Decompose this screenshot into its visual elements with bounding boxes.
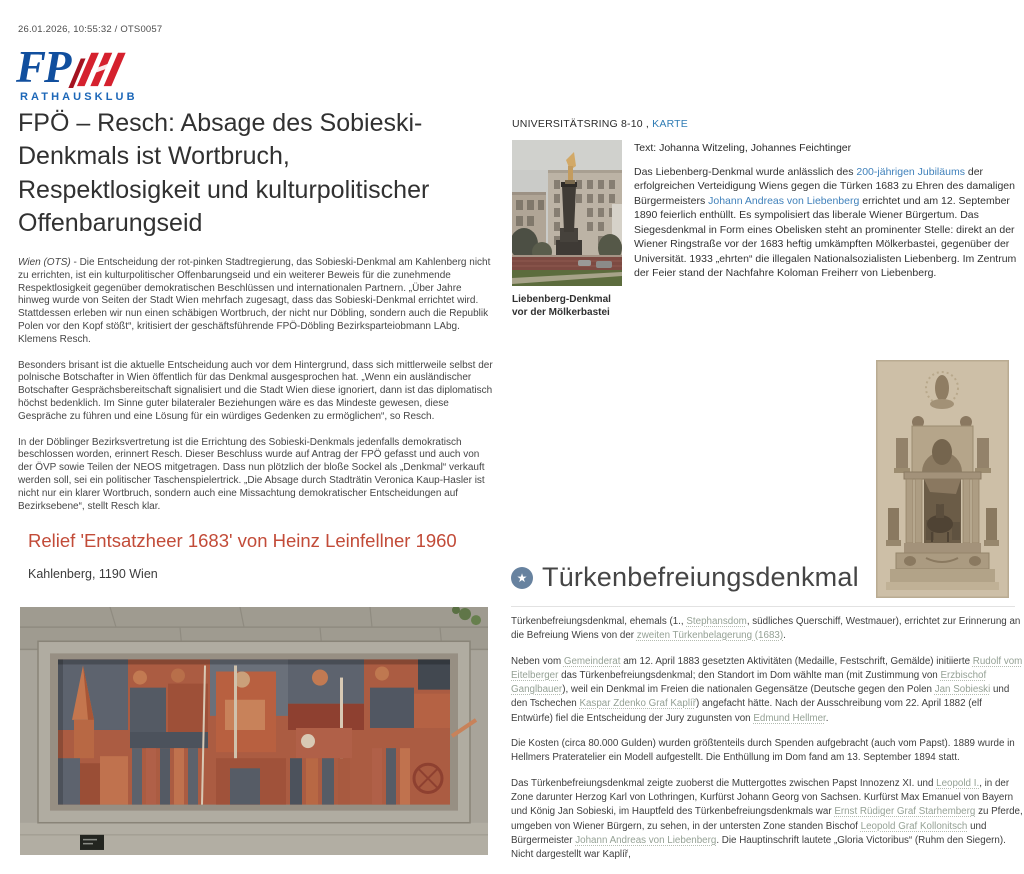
text-segment: zu Pferde, umgeben von Wiener Bürgern, zu sehen, in der untersten Zone standen Bischof — [511, 806, 1023, 832]
tuerken-title: Türkenbefreiungsdenkmal — [542, 562, 859, 592]
liebenberg-text — [634, 142, 1022, 281]
fpo-logo-text: FP — [16, 42, 70, 92]
text-segment: Neben vom — [511, 655, 564, 667]
press-release-headline: FPÖ – Resch: Absage des Sobieski-Denkmals ist Wortbruch, Respektlosigkeit und kulturpolitischer Offenbarungseid — [18, 109, 430, 237]
inline-link[interactable]: Gemeinderat — [563, 655, 621, 667]
text-segment: Türkenbefreiungsdenkmal, ehemals (1., — [511, 616, 687, 627]
text-segment: am 12. April 1883 gesetzten Aktivitäten (Medaille, Festschrift, Gemälde) initiierte — [620, 655, 973, 667]
fpo-logo[interactable] — [16, 42, 138, 103]
text-segment: das Türkenbefreiungsdenkmal; den Standort im Dom wählte man (mit Zustimmung von — [558, 669, 941, 681]
text-segment: . — [825, 712, 829, 724]
inline-link[interactable]: Rudolf vom Eitelberger — [511, 655, 1023, 681]
address-text: UNIVERSITÄTSRING 8-10 , — [512, 118, 650, 130]
inline-link[interactable]: Leopold Graf Kollonitsch — [860, 820, 968, 832]
inline-link[interactable]: Ernst Rüdiger Graf Starhemberg — [834, 806, 976, 818]
text-segment: und den Tschechen — [511, 684, 1010, 710]
liebenberg-photo[interactable] — [512, 140, 622, 286]
tuerken-paragraph — [511, 655, 1024, 726]
text-credit: Text: Johanna Witzeling, Johannes Feichtinger — [634, 142, 852, 154]
press-release-paragraph — [18, 257, 496, 347]
inline-link[interactable]: Erzbischof Ganglbauer — [511, 669, 987, 696]
press-release-paragraph — [18, 437, 496, 514]
caption-line: vor der Mölkerbastei — [512, 307, 610, 319]
tuerken-paragraph — [511, 737, 1024, 766]
text-segment: ), weil ein Denkmal im Freien die nationalen Gegensätze (Deutsche gegen den Polen — [562, 684, 935, 696]
address-line — [512, 118, 688, 130]
text-segment: . — [783, 630, 786, 642]
text-segment: errichtet und am 12. September 1890 feierlich enthüllt. Es sympolisiert das liberale Wiener Bürgertum. Das Siegesdenkmal in Form eines Obelisken steht an prominenter Stelle: direkt an der Wiener Ringstraße vor der 1683 heftig umkämpften Mölkerbastei, gegenüber der Universität. 1933 „ehrten“ die illegalen Nationalsozialisten Liebenberg. Im Zentrum der Feier stand der Nachfahre Koloman Freiherr von Liebenberg. — [634, 194, 1017, 280]
text-segment: Besonders brisant ist die aktuelle Entscheidung auch vor dem Hintergrund, dass sich mittlerweile selbst der polnische Botschafter in Wien öffentlich für das Denkmal ausgesprochen hat. „Wenn ein ausländischer Botschafter Gesprächsbereitschaft signalisiert und die Stadt Wien diese ignoriert, dann ist das diplomatisch höchst bedenklich. Im Sinne guter bilateraler Beziehungen wäre es das Mindeste gewesen, diese Gespräche zu führen und eine Lösung für ein würdiges Gedenken zu ermöglichen“, so Resch. — [18, 359, 493, 422]
liebenberg-photo-caption — [512, 293, 611, 319]
liebenberg-paragraph — [634, 165, 1022, 281]
divider — [511, 606, 1015, 607]
inline-link[interactable]: Leopold I. — [936, 777, 980, 789]
text-segment: Die Kosten (circa 80.000 Gulden) wurden größtenteils durch Spenden aufgebracht (auch vom Papst). 1889 wurde in Hellmers Prateratelier ein Modell aufgestellt. Die Enthüllung im Dom fand am 13. September 1894 statt. — [511, 738, 1015, 764]
text-segment: - Die Entscheidung der rot-pinken Stadtregierung, das Sobieski-Denkmal am Kahlenberg nicht zu errichten, ist ein kulturpolitischer Offenbarungseid und ein weiterer Beweis für die zunehmende Respektlosigkeit gegenüber demokratischen Beschlüssen und internationalen Partnern. „Über Jahre hinweg wurde von Seiten der Stadt Wien mehrfach zugesagt, dass das Sobieski-Denkmal errichtet wird. Stattdessen erleben wir nun einen schäbigen Wortbruch, der nicht nur Döbling, sondern auch die Republik Polen vor den Kopf stößt“, kritisiert der geschäftsführende FPÖ-Döbling Bezirksparteiobmann LAbg. Klemens Resch. — [18, 257, 491, 345]
karte-link[interactable]: KARTE — [652, 118, 688, 130]
tuerken-body — [511, 615, 1024, 873]
text-segment: . Die Hauptinschrift lautete „Gloria Victoribus“ (Ruhm den Siegern). Nicht dargestellt war Kaplíř, — [511, 834, 1006, 861]
caption-line: Liebenberg-Denkmal — [512, 294, 611, 305]
inline-link[interactable]: 200-jährigen Jubiläums — [856, 166, 965, 178]
relief-article-title: Relief 'Entsatzheer 1683' von Heinz Leinfellner 1960 — [28, 530, 457, 551]
text-segment: , in der Zone darunter Herzog Karl von Lothringen, Kurfürst Johann Georg von Sachsen. Kurfürst Max Emanuel von Bayern und König Jan Sobieski, im Hauptfeld des Türkenbefreiungsdenkmals war — [511, 777, 1014, 818]
inline-link[interactable]: zweiten Türkenbelagerung (1683) — [636, 630, 784, 642]
relief-photo — [20, 607, 488, 855]
text-segment: Wien (OTS) — [18, 257, 71, 268]
text-segment: , südliches Querschiff, Westmauer), errichtet zur Erinnerung an die Befreiung Wiens von der — [511, 616, 1021, 642]
tuerken-paragraph — [511, 777, 1024, 863]
tuerken-header — [511, 562, 859, 593]
monument-photo[interactable] — [876, 360, 1009, 598]
text-segment: In der Döblinger Bezirksvertretung ist die Errichtung des Sobieski-Denkmals jedenfalls demokratisch beschlossen worden, erinnert Resch. Dieser Beschluss wurde auf Antrag der FPÖ gefasst und auch von der ÖVP sowie Teilen der NEOS mitgetragen. Dass nun plötzlich der bloße Sockel als „Denkmal“ verkauft werden soll, sei ein politischer Taschenspielertrick. „Die Absage durch Stadträtin Veronica Kaup-Hasler ist nicht nur ein klarer Wortbruch, sondern auch eine Missachtung demokratischer Entscheidungen auf Bezirksebene“, stellt Resch klar. — [18, 436, 485, 512]
inline-link[interactable]: Kaspar Zdenko Graf Kaplíř — [579, 698, 696, 710]
inline-link[interactable]: Johann Andreas von Liebenberg — [575, 834, 717, 846]
text-segment: ) angefacht hätte. Nach der Ausschreibung vom 22. April 1882 (elf Entwürfe) fiel die Entscheidung der Jury zugunsten von — [511, 698, 982, 724]
press-release-body — [18, 257, 496, 526]
text-segment: Das Liebenberg-Denkmal wurde anlässlich des — [634, 166, 857, 178]
star-icon: ★ — [511, 567, 533, 589]
tuerken-paragraph — [511, 615, 1024, 644]
date-line: 26.01.2026, 10:55:32 / OTS0057 — [18, 24, 163, 35]
relief-location: Kahlenberg, 1190 Wien — [28, 567, 158, 581]
inline-link[interactable]: Stephansdom — [686, 616, 747, 627]
fpo-flag-icon — [65, 47, 129, 89]
text-segment: Das Türkenbefreiungsdenkmal zeigte zuoberst die Muttergottes zwischen Papst Innozenz XI. und — [511, 777, 937, 789]
fpo-logo-subtitle: RATHAUSKLUB — [20, 91, 138, 103]
press-release-paragraph — [18, 360, 496, 424]
text-segment: und Bürgermeister — [511, 820, 987, 846]
inline-link[interactable]: Jan Sobieski — [934, 684, 991, 696]
text-segment: der erfolgreichen Verteidigung Wiens gegen die Türken 1683 zu Ehren des damaligen Bürgermeisters — [634, 166, 1015, 207]
inline-link[interactable]: Edmund Hellmer — [753, 712, 826, 724]
inline-link[interactable]: Johann Andreas von Liebenberg — [708, 194, 860, 207]
